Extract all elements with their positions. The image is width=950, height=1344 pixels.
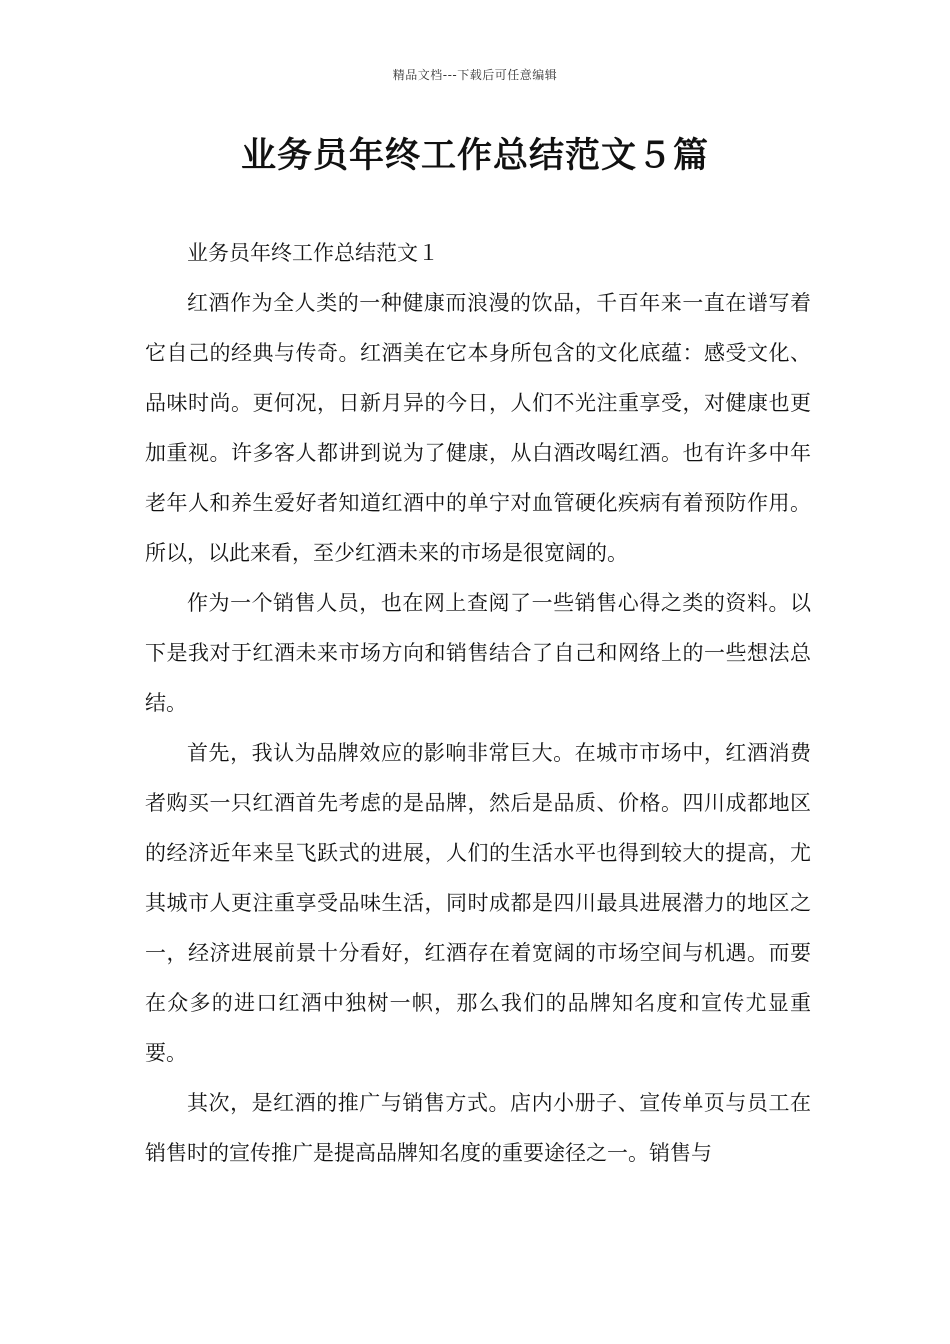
section-subtitle: 业务员年终工作总结范文１ <box>187 241 439 265</box>
document-body <box>145 228 811 1178</box>
paragraph: 作为一个销售人员，也在网上查阅了一些销售心得之类的资料。以下是我对于红酒未来市场方向和销售结合了自己和网络上的一些想法总结。 <box>145 591 811 715</box>
document-title: 业务员年终工作总结范文５篇 <box>240 136 709 176</box>
paragraph: 首先，我认为品牌效应的影响非常巨大。在城市市场中，红酒消费者购买一只红酒首先考虑的是品牌，然后是品质、价格。四川成都地区的经济近年来呈飞跃式的进展，人们的生活水平也得到较大的提高，尤其城市人更注重享受品味生活，同时成都是四川最具进展潜力的地区之一，经济进展前景十分看好，红酒存在着宽阔的市场空间与机遇。而要在众多的进口红酒中独树一帜，那么我们的品牌知名度和宣传尤显重要。 <box>145 741 811 1065</box>
paragraph: 红酒作为全人类的一种健康而浪漫的饮品，千百年来一直在谱写着它自己的经典与传奇。红酒美在它本身所包含的文化底蕴：感受文化、品味时尚。更何况，日新月异的今日，人们不光注重享受，对健康也更加重视。许多客人都讲到说为了健康，从白酒改喝红酒。也有许多中年老年人和养生爱好者知道红酒中的单宁对血管硬化疾病有着预防作用。所以，以此来看，至少红酒未来的市场是很宽阔的。 <box>145 291 811 565</box>
header-note: 精品文档---下载后可任意编辑 <box>392 68 558 82</box>
paragraph: 其次，是红酒的推广与销售方式。店内小册子、宣传单页与员工在销售时的宣传推广是提高品牌知名度的重要途径之一。销售与 <box>145 1091 811 1165</box>
